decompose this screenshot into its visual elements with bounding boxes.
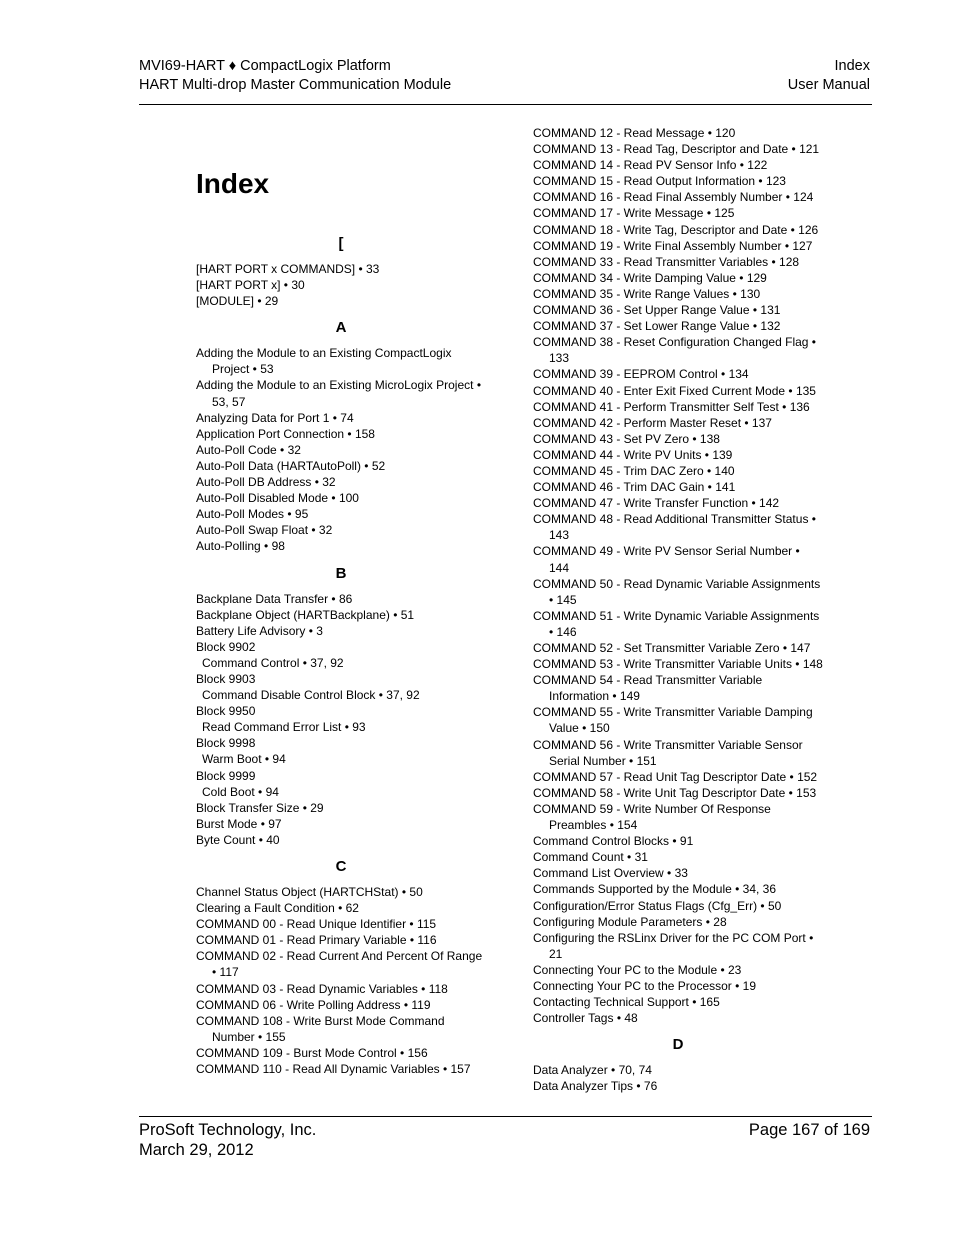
header-doc-type: User Manual	[787, 77, 870, 93]
index-entry: Block 9950	[196, 704, 256, 719]
index-entry-list	[533, 125, 823, 1026]
index-entry: Auto-Poll Swap Float • 32	[196, 523, 333, 538]
index-entry: Configuring Module Parameters • 28	[533, 914, 727, 929]
index-entry: Analyzing Data for Port 1 • 74	[196, 410, 354, 425]
footer-divider	[139, 1116, 872, 1117]
index-entry: Configuration/Error Status Flags (Cfg_Err) • 50	[533, 898, 782, 913]
index-subentry: Read Command Error List • 93	[202, 720, 366, 735]
index-entry: COMMAND 51 - Write Dynamic Variable Assignments • 146	[533, 608, 820, 639]
index-entry: Application Port Connection • 158	[196, 426, 375, 441]
index-entry: Auto-Poll Code • 32	[196, 442, 301, 457]
index-entry: COMMAND 54 - Read Transmitter Variable Information • 149	[533, 673, 763, 704]
page-title: Index	[196, 168, 270, 199]
header-section: Index	[834, 58, 870, 74]
index-entry: Auto-Polling • 98	[196, 539, 285, 554]
index-section-letter: A	[335, 319, 347, 337]
index-entry: Channel Status Object (HARTCHStat) • 50	[196, 885, 423, 899]
index-entry-list	[533, 1062, 823, 1094]
header-right	[788, 57, 870, 95]
index-subentry: Command Control • 37, 92	[202, 655, 344, 670]
index-entry: COMMAND 41 - Perform Transmitter Self Test • 136	[533, 399, 810, 414]
index-entry: COMMAND 16 - Read Final Assembly Number • 124	[533, 190, 814, 205]
index-entry: COMMAND 58 - Write Unit Tag Descriptor Date • 153	[533, 785, 817, 800]
index-entry: Contacting Technical Support • 165	[533, 995, 720, 1010]
index-entry: COMMAND 57 - Read Unit Tag Descriptor Date • 152	[533, 769, 818, 784]
index-entry: Adding the Module to an Existing CompactLogix Project • 53	[196, 346, 452, 377]
index-entry: Adding the Module to an Existing MicroLogix Project • 53, 57	[196, 378, 482, 409]
index-entry: COMMAND 15 - Read Output Information • 123	[533, 174, 786, 189]
index-entry: Block 9999	[196, 768, 256, 783]
index-entry: COMMAND 17 - Write Message • 125	[533, 206, 735, 221]
index-entry: COMMAND 44 - Write PV Units • 139	[533, 447, 733, 462]
index-entry: Backplane Data Transfer • 86	[196, 591, 353, 606]
index-entry: COMMAND 39 - EEPROM Control • 134	[533, 367, 749, 382]
index-section-letter: D	[672, 1036, 684, 1054]
index-entry: Command Count • 31	[533, 850, 648, 865]
index-entry: Battery Life Advisory • 3	[196, 623, 323, 638]
index-entry: COMMAND 38 - Reset Configuration Changed Flag • 133	[533, 335, 816, 366]
index-entry: Auto-Poll Data (HARTAutoPoll) • 52	[196, 458, 386, 473]
index-entry: COMMAND 50 - Read Dynamic Variable Assignments • 145	[533, 576, 821, 607]
index-section-letter: C	[335, 858, 347, 875]
index-entry: Command Control Blocks • 91	[533, 834, 694, 849]
index-entry: Connecting Your PC to the Module • 23	[533, 962, 742, 977]
index-entry: COMMAND 49 - Write PV Sensor Serial Number • 144	[533, 544, 800, 575]
index-entry: [MODULE] • 29	[196, 294, 279, 309]
index-entry: COMMAND 55 - Write Transmitter Variable Damping Value • 150	[533, 705, 813, 736]
index-entry: COMMAND 53 - Write Transmitter Variable Units • 148	[533, 657, 823, 672]
header-divider	[139, 104, 872, 105]
index-entry: COMMAND 56 - Write Transmitter Variable Sensor Serial Number • 151	[533, 737, 803, 768]
index-entry: COMMAND 00 - Read Unique Identifier • 115	[196, 917, 437, 932]
index-entry: COMMAND 12 - Read Message • 120	[533, 126, 736, 140]
index-entry: COMMAND 03 - Read Dynamic Variables • 118	[196, 981, 448, 996]
index-entry: Controller Tags • 48	[533, 1011, 638, 1026]
index-entry: COMMAND 40 - Enter Exit Fixed Current Mode • 135	[533, 383, 816, 398]
index-entry: COMMAND 37 - Set Lower Range Value • 132	[533, 319, 781, 334]
index-entry: COMMAND 110 - Read All Dynamic Variables • 157	[196, 1062, 471, 1077]
index-subentry: Cold Boot • 94	[202, 784, 279, 799]
index-entry: COMMAND 13 - Read Tag, Descriptor and Date • 121	[533, 142, 820, 157]
index-entry: Block 9902	[196, 639, 256, 654]
index-subentry: Warm Boot • 94	[202, 752, 286, 767]
footer-date: March 29, 2012	[139, 1141, 254, 1159]
index-entry: COMMAND 14 - Read PV Sensor Info • 122	[533, 158, 768, 173]
footer-left	[139, 1120, 316, 1160]
index-entry: COMMAND 45 - Trim DAC Zero • 140	[533, 463, 735, 478]
header-module: HART Multi-drop Master Communication Module	[139, 77, 452, 93]
index-entry: Auto-Poll Disabled Mode • 100	[196, 491, 359, 506]
index-entry: COMMAND 108 - Write Burst Mode Command Number • 155	[196, 1013, 445, 1044]
index-entry: Auto-Poll Modes • 95	[196, 507, 309, 522]
index-entry: Connecting Your PC to the Processor • 19	[533, 978, 757, 993]
index-entry: COMMAND 109 - Burst Mode Control • 156	[196, 1045, 428, 1060]
index-entry: COMMAND 34 - Write Damping Value • 129	[533, 270, 767, 285]
index-entry: Commands Supported by the Module • 34, 36	[533, 882, 777, 897]
index-entry: COMMAND 43 - Set PV Zero • 138	[533, 431, 720, 446]
index-entry: Auto-Poll DB Address • 32	[196, 475, 336, 490]
index-entry: Clearing a Fault Condition • 62	[196, 901, 359, 916]
index-entry: Configuring the RSLinx Driver for the PC COM Port • 21	[533, 930, 814, 961]
header-left	[139, 57, 451, 95]
index-entry: COMMAND 36 - Set Upper Range Value • 131	[533, 303, 781, 318]
index-entry: COMMAND 01 - Read Primary Variable • 116	[196, 933, 437, 948]
index-entry: COMMAND 18 - Write Tag, Descriptor and Date • 126	[533, 222, 819, 237]
index-entry: [HART PORT x] • 30	[196, 278, 305, 293]
index-entry: COMMAND 06 - Write Polling Address • 119	[196, 997, 431, 1012]
index-entry: COMMAND 35 - Write Range Values • 130	[533, 286, 761, 301]
index-entry: COMMAND 33 - Read Transmitter Variables • 128	[533, 254, 800, 269]
index-entry: COMMAND 47 - Write Transfer Function • 142	[533, 496, 780, 511]
index-entry: Block 9998	[196, 736, 256, 751]
index-entry: Block 9903	[196, 671, 256, 686]
index-column-left	[196, 231, 486, 1077]
index-section-letter: B	[335, 564, 347, 582]
index-entry: Data Analyzer Tips • 76	[533, 1079, 658, 1094]
index-entry: COMMAND 42 - Perform Master Reset • 137	[533, 415, 772, 430]
footer-page-number: Page 167 of 169	[748, 1121, 870, 1139]
index-entry: Data Analyzer • 70, 74	[533, 1063, 652, 1078]
index-entry: Command List Overview • 33	[533, 866, 688, 881]
index-entry: Burst Mode • 97	[196, 816, 282, 831]
index-subentry: Command Disable Control Block • 37, 92	[202, 688, 420, 703]
index-entry: Byte Count • 40	[196, 832, 280, 847]
index-entry: COMMAND 48 - Read Additional Transmitter Status • 143	[533, 512, 816, 543]
index-entry: [HART PORT x COMMANDS] • 33	[196, 262, 380, 276]
index-entry: Block Transfer Size • 29	[196, 800, 324, 815]
index-entry: Backplane Object (HARTBackplane) • 51	[196, 607, 415, 622]
index-entry: COMMAND 46 - Trim DAC Gain • 141	[533, 480, 736, 495]
index-entry: COMMAND 19 - Write Final Assembly Number • 127	[533, 238, 813, 253]
index-entry: COMMAND 59 - Write Number Of Response Preambles • 154	[533, 801, 771, 833]
index-section-letter: [	[338, 235, 344, 252]
footer-company: ProSoft Technology, Inc.	[139, 1121, 317, 1139]
index-entry: COMMAND 52 - Set Transmitter Variable Zero • 147	[533, 641, 811, 655]
index-entry: COMMAND 02 - Read Current And Percent Of Range • 117	[196, 949, 483, 980]
index-column-right	[533, 125, 823, 1094]
footer-right	[749, 1120, 870, 1140]
header-product: MVI69-HART ♦ CompactLogix Platform	[139, 58, 391, 74]
